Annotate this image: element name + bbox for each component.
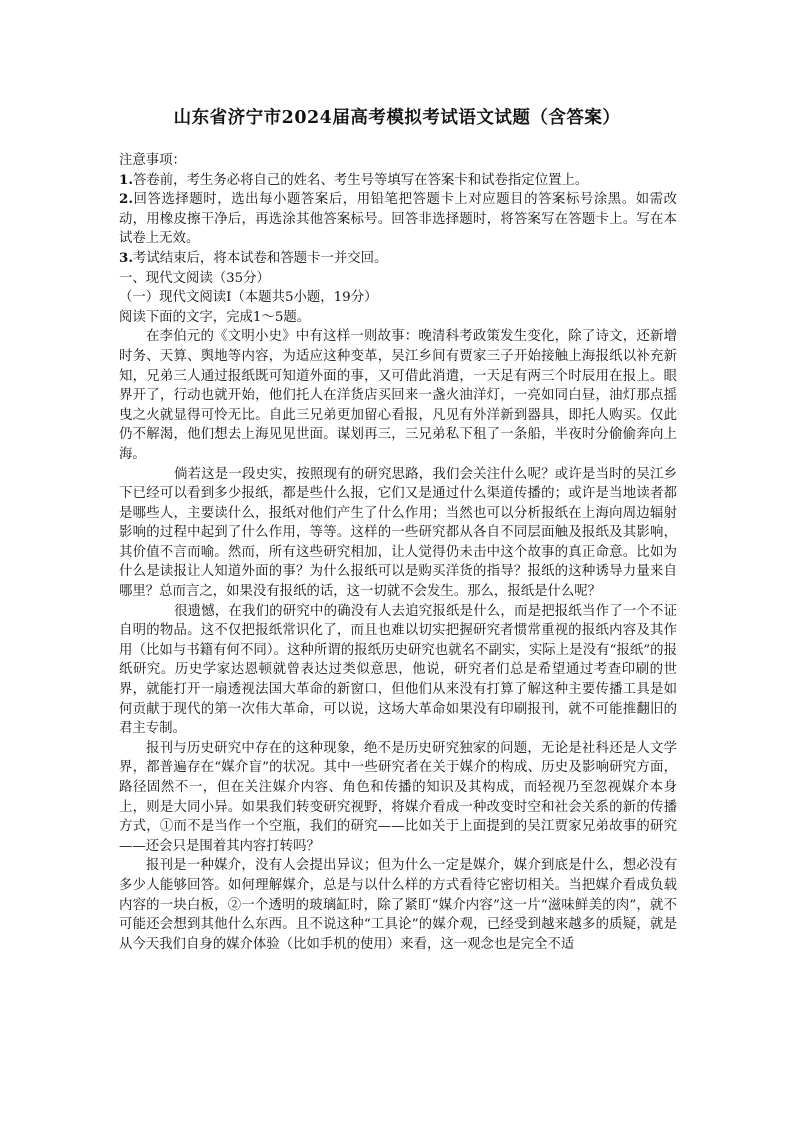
paragraph-4: 报刊与历史研究中存在的这种现象，绝不是历史研究独家的问题，无论是社科还是人文学界，都普遍存在“媒介盲”的状况。其中一些研究者在关于媒介的构成、历史及影响研究方面，路径固然不一，但在关注媒介内容、角色和传播的知识及其构成，而轻视乃至忽视媒介本身上，则是大同小异。如果我们转变研究视野，将媒介看成一种改变时空和社会关系的新的传播方式，①而不是当作一个空瓶，我们的研究——比如关于上面提到的吴江贾家兄弟故事的研究——还会只是围着其内容打转吗？ (119, 740, 677, 854)
document-body (119, 151, 677, 954)
notice-item-1-num: 1. (119, 171, 133, 188)
notice-item-3 (119, 249, 677, 269)
notice-item-1 (119, 171, 677, 191)
notice-item-3-num: 3. (119, 249, 133, 266)
notice-item-1-text: 答卷前，考生务必将自己的姓名、考生号等填写在答案卡和试卷指定位置上。 (132, 172, 589, 188)
page-title: 山东省济宁市2024届高考模拟考试语文试题（含答案） (173, 108, 621, 128)
notice-item-2-num: 2. (119, 191, 133, 208)
notice-item-2 (119, 190, 677, 249)
reading-instruction: 阅读下面的文字，完成1～5题。 (119, 309, 311, 325)
notice-item-2-text: 回答选择题时，选出每小题答案后，用铅笔把答题卡上对应题目的答案标号涂黑。如需改动，用橡皮擦干净后，再选涂其他答案标号。回答非选择题时，将答案写在答题卡上。写在本试卷上无效。 (119, 192, 677, 247)
paragraph-5: 报刊是一种媒介，没有人会提出异议；但为什么一定是媒介，媒介到底是什么，想必没有多少人能够回答。如何理解媒介，总是与以什么样的方式看待它密切相关。当把媒介看成负载内容的一块白板，②一个透明的玻璃缸时，除了紧盯“媒介内容”这一片“滋味鲜美的肉”，就不可能还会想到其他什么东西。且不说这种“工具论”的媒介观，已经受到越来越多的质疑，就是从今天我们自身的媒介体验（比如手机的使用）来看，这一观念也是完全不适 (119, 858, 677, 952)
notice-item-3-text: 考试结束后，将本试卷和答题卡一并交回。 (132, 250, 388, 266)
paragraph-1: 在李伯元的《文明小史》中有这样一则故事：晚清科考政策发生变化，除了诗文，还新增时务、天算、舆地等内容，为适应这种变革，吴江乡间有贾家三子开始接触上海报纸以补充新知，兄弟三人通过报纸既可知道外面的事，又可借此消遣，一天足有两三个时辰用在报上。眼界开了，行动也就开始，他们托人在洋货店买回来一盏火油洋灯，一亮如同白昼，油灯那点摇曳之火就显得可怜无比。自此三兄弟更加留心看报，凡见有外洋新到器具，即托人购买。仅此仍不解渴，他们想去上海见见世面。谋划再三，三兄弟私下租了一条船，半夜时分偷偷奔向上海。 (119, 329, 677, 462)
paragraph-3: 很遗憾，在我们的研究中的确没有人去追究报纸是什么，而是把报纸当作了一个不证自明的物品。这不仅把报纸常识化了，而且也难以切实把握研究者惯常重视的报纸内容及其作用（比如与书籍有何不同）。这种所谓的报纸历史研究也就名不副实，实际上是没有“报纸”的报纸研究。历史学家达恩顿就曾表达过类似意思，他说，研究者们总是希望通过考查印刷的世界，就能打开一扇透视法国大革命的新窗口，但他们从来没有打算了解这种主要传播工具是如何贡献于现代的第一次伟大革命，可以说，这场大革命如果没有印刷报刊，就不可能推翻旧的君主专制。 (119, 603, 677, 737)
section-heading: 一、现代文阅读（35分） (119, 270, 270, 286)
notice-heading: 注意事项： (119, 153, 186, 168)
subsection-heading: （一）现代文阅读Ⅰ（本题共5小题，19分） (119, 290, 378, 306)
paragraph-2: 倘若这是一段史实，按照现有的研究思路，我们会关注什么呢？或许是当时的吴江乡下已经可以看到多少报纸，都是些什么报，它们又是通过什么渠道传播的；或许是当地读者都是哪些人，主要读什么，报纸对他们产生了什么作用；当然也可以分析报纸在上海向周边辐射影响的过程中起到了什么作用，等等。这样的一些研究都从各自不同层面触及报纸及其影响，其价值不言而喻。然而，所有这些研究相加，让人觉得仍未击中这个故事的真正命意。比如为什么是读报让人知道外面的事？为什么报纸可以是购买洋货的指导？报纸的这种诱导力量来自哪里？总而言之，如果没有报纸的话，这一切就不会发生。那么，报纸是什么呢？ (119, 466, 677, 600)
